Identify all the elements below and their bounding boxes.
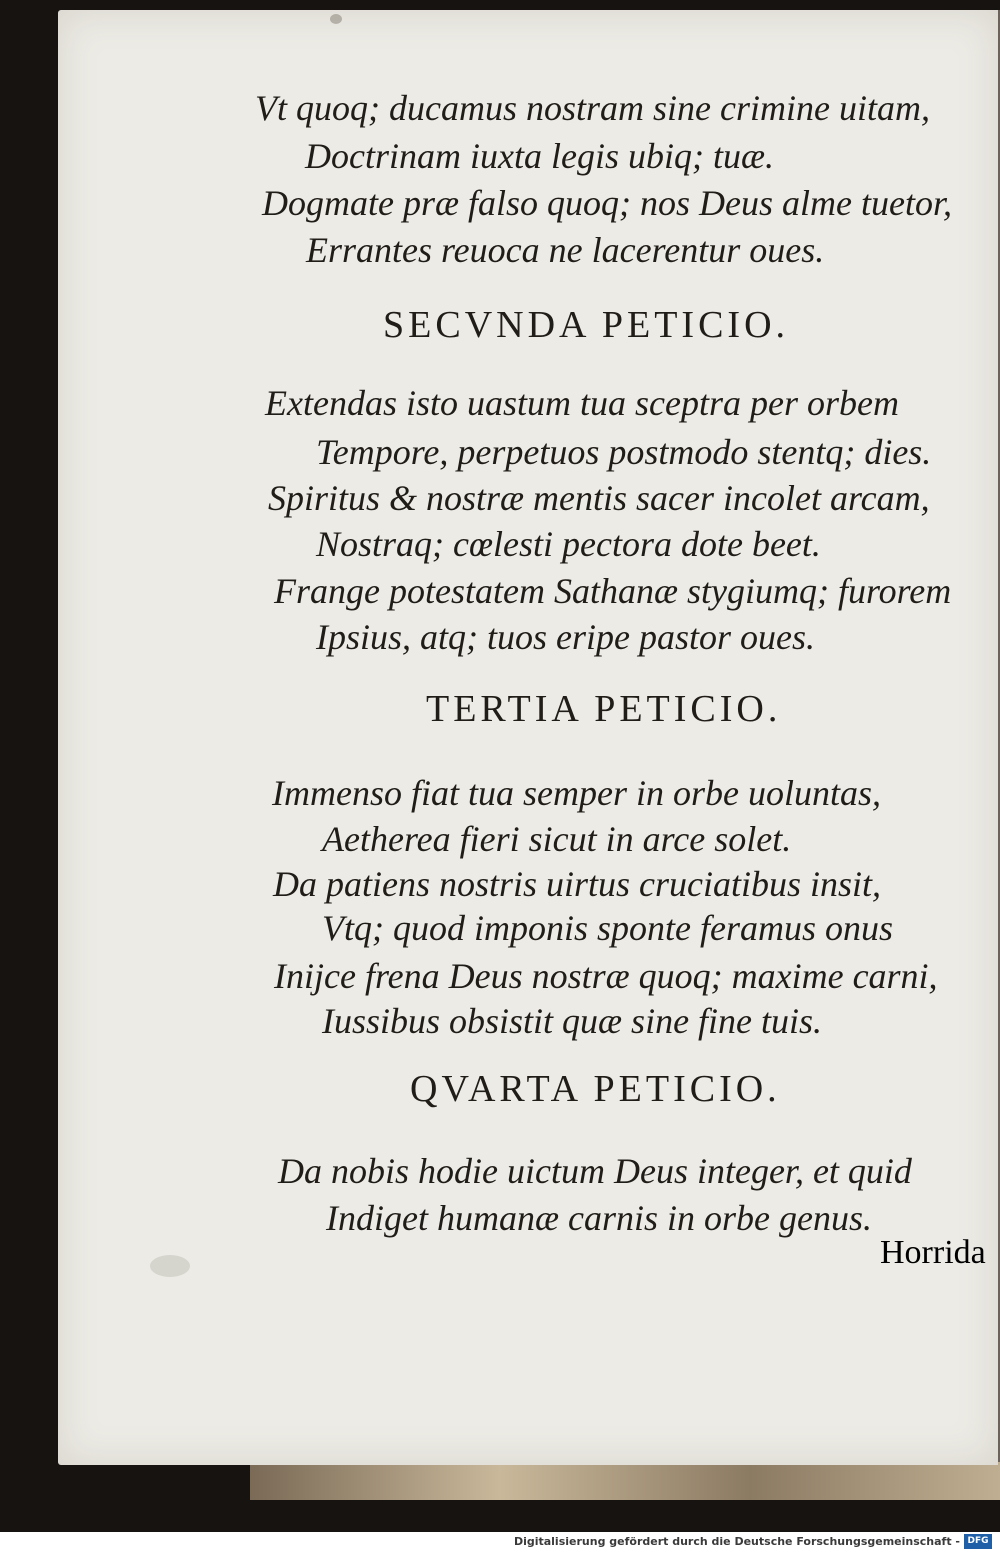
section-heading: TERTIA PETICIO. [426, 688, 782, 730]
verse-line: Tempore, perpetuos postmodo stentq; dies. [316, 432, 932, 472]
verse-line: Errantes reuoca ne lacerentur oues. [306, 230, 825, 270]
verse-line: Immenso fiat tua semper in orbe uoluntas, [272, 773, 881, 813]
verse-line: Doctrinam iuxta legis ubiq; tuæ. [305, 136, 774, 176]
section-heading: SECVNDA PETICIO. [383, 304, 790, 346]
dfg-logo: DFG [964, 1534, 992, 1549]
verse-line: Aetherea fieri sicut in arce solet. [322, 819, 792, 859]
verse-line: Iussibus obsistit quæ sine fine tuis. [322, 1001, 823, 1041]
verse-line: Vt quoq; ducamus nostram sine crimine uitam, [255, 88, 930, 128]
verse-line: Da patiens nostris uirtus cruciatibus insit, [273, 864, 882, 904]
verse-line: Nostraq; cœlesti pectora dote beet. [316, 524, 821, 564]
verse-line: Inijce frena Deus nostræ quoq; maxime carni, [274, 956, 938, 996]
catchword: Horrida [880, 1234, 986, 1271]
verse-line: Extendas isto uastum tua sceptra per orbem [265, 383, 899, 423]
section-heading: QVARTA PETICIO. [410, 1068, 781, 1110]
verse-line: Da nobis hodie uictum Deus integer, et quid [278, 1151, 912, 1191]
digitization-footer [0, 1532, 1000, 1552]
verse-line: Frange potestatem Sathanæ stygiumq; furorem [274, 571, 952, 611]
verse-line: Dogmate præ falso quoq; nos Deus alme tuetor, [262, 183, 952, 223]
verse-line: Spiritus & nostræ mentis sacer incolet arcam, [268, 478, 930, 518]
verse-line: Indiget humanæ carnis in orbe genus. [326, 1198, 872, 1238]
verse-line: Ipsius, atq; tuos eripe pastor oues. [316, 617, 815, 657]
funding-credit: Digitalisierung gefördert durch die Deutsche Forschungsgemeinschaft - [513, 1535, 960, 1548]
verse-line: Vtq; quod imponis sponte feramus onus [322, 908, 893, 948]
